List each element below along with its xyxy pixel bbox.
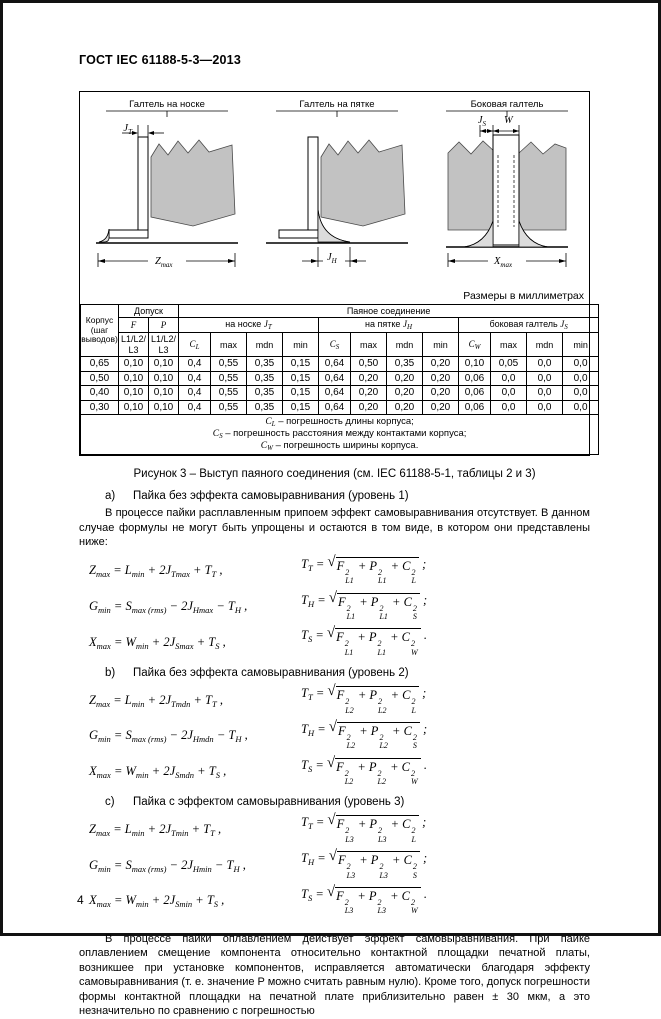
drawing-heel-fillet [252,97,422,289]
table-cell: 0,15 [283,400,319,415]
formula-th-l1: $T_H$ = √ F 2 L1 + P 2 L1 + C 2 S ; [301,589,428,621]
table-cell: 0,65 [81,357,119,372]
dim-xmax-label: $X_{max}$ [494,256,513,269]
formula-row [89,553,590,586]
table-cell: 0,50 [81,371,119,386]
table-cell: 0,20 [351,386,387,401]
table-cell: 0,64 [319,371,351,386]
formula-zmax-l2: $Z_{max} = L_{min} + 2J_{Tmdn} + T_T$ , [89,692,223,709]
section-a-heading [79,490,590,502]
table-cell: 0,4 [179,357,211,372]
formula-gmin-l3: $G_{min} = S_{max (rms)} - 2J_{Hmin} - T_H$ , [89,857,246,874]
table-cell: 0,0 [527,357,563,372]
formula-row [89,718,590,751]
table-cell: 0,20 [351,371,387,386]
table-cell: 0,0 [563,386,599,401]
table-cell: 0,06 [459,386,491,401]
table-cell: 0,64 [319,386,351,401]
table-cell: 0,0 [527,371,563,386]
header-tolerance: Допуск [119,305,179,318]
table-cell: 0,30 [81,400,119,415]
table-cell: 0,55 [211,371,247,386]
table-cell: 0,20 [351,400,387,415]
figure-3-box [79,91,590,456]
table-row [81,386,599,401]
table-cell: 0,0 [491,371,527,386]
section-b-label: b) [105,667,116,680]
dim-js-label: $J_S$ [477,115,486,128]
formula-row [89,589,590,622]
formula-gmin-l2: $G_{min} = S_{max (rms)} - 2J_{Hmdn} - T_H$ , [89,728,248,745]
document-header: ГОСТ IEC 61188-5-3—2013 [79,53,241,67]
table-cell: 0,0 [491,386,527,401]
formula-xmax-l3: $X_{max} = W_{min} + 2J_{Smin} + T_S$ , [89,893,225,910]
header-p-levels: L1/L2/ L3 [149,333,179,357]
dimension-jh [302,247,366,267]
table-cell: 0,10 [149,386,179,401]
formula-xmax-l2: $X_{max} = W_{min} + 2J_{Smdn} + T_S$ , [89,764,227,781]
formula-th-l3: $T_H$ = √ F 2 L3 + P 2 L3 + C 2 S ; [301,848,428,880]
table-cell: 0,20 [423,357,459,372]
drawing-side-fillet [422,97,592,289]
section-a-intro: В процессе пайки расплавленным припоем эффект самовыравнивания отсутствует. В данном случае формулы не могут быть упрощены и остаются в том виде, в котором они представлены ниже: [79,507,590,549]
table-cell: 0,35 [247,357,283,372]
table-cell: 0,4 [179,400,211,415]
dimension-xmax [448,252,566,269]
section-c-heading [79,796,590,808]
component-body [321,140,405,226]
table-cell: 0,35 [387,357,423,372]
table-cell: 0,10 [119,386,149,401]
title-leader-line [106,111,228,117]
section-b-title: Пайка без эффекта самовыравнивания (уровень 2) [133,667,409,680]
table-cell: 0,15 [283,371,319,386]
table-cell: 0,20 [423,400,459,415]
header-side-mdn: mdn [527,333,563,357]
closing-paragraph: В процессе пайки оплавлением действует эффект самовыравнивания. При пайке оплавлением смещение компонента относительно контактной площадки печатной платы, возникшее при установке компонентов, исправляется автоматически благодаря эффекту самовыравнивания (т. е. значение P можно считать равным нулю). Кроме того, допуск погрешности формы контактной площадки на печатной плате приблизительно равен ± 30 мкм, а это незначительно по сравнению с погрешностью [79,932,590,1018]
dim-jt-label: $J_T$ [123,123,132,136]
header-f-levels: L1/L2/ L3 [119,333,149,357]
formula-xmax-l1: $X_{max} = W_{min} + 2J_{Smax} + T_S$ , [89,634,226,651]
table-cell: 0,4 [179,386,211,401]
page-number: 4 [77,893,84,907]
table-cell: 0,35 [247,371,283,386]
figure-drawings [80,92,589,289]
table-cell: 0,4 [179,371,211,386]
section-c-title: Пайка с эффектом самовыравнивания (уровень 3) [133,796,405,809]
header-cl: $C_L$ [179,333,211,357]
table-cell: 0,15 [283,357,319,372]
table-cell: 0,20 [423,371,459,386]
section-b-heading [79,667,590,679]
header-f: F [119,318,149,333]
formula-row [89,812,590,844]
table-row [81,400,599,415]
header-heel-group: на пятке $J_H$ [319,318,459,333]
table-cell: 0,50 [351,357,387,372]
table-cell: 0,64 [319,357,351,372]
table-cell: 0,05 [491,357,527,372]
table-footnote-cl: $C_L$ – погрешность длины корпуса; [265,416,414,429]
formula-ts-l2: $T_S$ = √ F 2 L2 + P 2 L2 + C 2 W . [301,754,427,787]
dim-w-label: W [504,115,513,126]
header-solder-joint: Паяное соединение [179,305,599,318]
section-a-title: Пайка без эффекта самовыравнивания (уровень 1) [133,490,409,503]
table-cell: 0,20 [387,371,423,386]
table-header-row-2 [81,318,599,333]
dim-jh-label: $J_H$ [327,252,337,265]
title-leader-line [276,111,398,117]
table-cell: 0,0 [563,371,599,386]
formula-zmax-l3: $Z_{max} = L_{min} + 2J_{Tmin} + T_T$ , [89,821,222,838]
header-p: P [149,318,179,333]
drawing-title-side: Боковая галтель [470,99,544,110]
table-cell: 0,0 [563,400,599,415]
header-side-max: max [491,333,527,357]
header-side-min: min [563,333,599,357]
table-cell: 0,06 [459,400,491,415]
table-cell: 0,0 [563,357,599,372]
formula-ts-l3: $T_S$ = √ F 2 L3 + P 2 L3 + C 2 W . [301,884,427,916]
header-toe-mdn: mdn [247,333,283,357]
table-cell: 0,35 [247,386,283,401]
solder-joint-table [80,304,599,455]
section-a-label: a) [105,490,116,503]
table-cell: 0,10 [149,400,179,415]
table-cell: 0,10 [459,357,491,372]
dim-zmax-label: $Z_{max}$ [155,256,173,269]
table-cell: 0,40 [81,386,119,401]
header-toe-group: на носке $J_T$ [179,318,319,333]
formula-row [89,884,590,916]
table-cell: 0,10 [149,357,179,372]
drawing-title-toe: Галтель на носке [129,99,205,110]
header-toe-max: max [211,333,247,357]
header-side-group: боковая галтель $J_S$ [459,318,599,333]
header-toe-min: min [283,333,319,357]
header-cw: $C_W$ [459,333,491,357]
table-cell: 0,55 [211,386,247,401]
toe-fillet-shape [99,229,109,242]
formula-tt-l3: $T_T$ = √ F 2 L3 + P 2 L3 + C 2 L ; [301,812,427,844]
figure-caption: Рисунок 3 – Выступ паяного соединения (см. IEC 61188-5-1, таблицы 2 и 3) [133,468,536,481]
table-cell: 0,10 [119,400,149,415]
header-body-pitch: Корпус (шаг выводов) [81,305,119,357]
table-cell: 0,20 [387,400,423,415]
formula-zmax-l1: $Z_{max} = L_{min} + 2J_{Tmax} + T_T$ , [89,563,223,580]
table-cell: 0,64 [319,400,351,415]
component-lead [493,135,519,245]
formula-row [89,625,590,657]
formula-gmin-l1: $G_{min} = S_{max (rms)} - 2J_{Hmax} - T_H$ , [89,598,248,615]
table-footnote-cs: $C_S$ – погрешность расстояния между контактами корпуса; [212,428,467,441]
table-cell: 0,35 [247,400,283,415]
formula-row [89,848,590,880]
section-c-label: c) [105,796,115,809]
component-body [151,140,235,226]
component-lead [109,137,148,238]
table-cell: 0,20 [423,386,459,401]
formula-row [89,683,590,715]
header-heel-mdn: mdn [387,333,423,357]
component-lead [279,137,318,238]
table-cell: 0,0 [527,386,563,401]
formula-tt-l1: $T_T$ = √ F 2 L1 + P 2 L1 + C 2 L ; [301,553,427,586]
table-cell: 0,0 [491,400,527,415]
table-row [81,357,599,372]
table-cell: 0,20 [387,386,423,401]
formula-th-l2: $T_H$ = √ F 2 L2 + P 2 L2 + C 2 S ; [301,718,428,751]
drawing-toe-fillet [82,97,252,289]
table-cell: 0,06 [459,371,491,386]
table-footnote-cw: $C_W$ – погрешность ширины корпуса. [260,440,419,453]
table-cell: 0,15 [283,386,319,401]
header-heel-min: min [423,333,459,357]
units-note: Размеры в миллиметрах [463,290,584,302]
table-header-row-3 [81,333,599,357]
table-cell: 0,55 [211,357,247,372]
table-footnotes-row [81,415,599,455]
header-cs: $C_S$ [319,333,351,357]
table-cell: 0,10 [119,371,149,386]
table-cell: 0,55 [211,400,247,415]
table-cell: 0,0 [527,400,563,415]
header-heel-max: max [351,333,387,357]
table-header-row-1 [81,305,599,318]
formula-row [89,754,590,787]
formula-tt-l2: $T_T$ = √ F 2 L2 + P 2 L2 + C 2 L ; [301,683,427,715]
table-cell: 0,10 [119,357,149,372]
drawing-title-heel: Галтель на пятке [299,99,375,110]
table-row [81,371,599,386]
formula-ts-l1: $T_S$ = √ F 2 L1 + P 2 L1 + C 2 W . [301,625,427,657]
dimension-zmax [98,252,235,269]
table-cell: 0,10 [149,371,179,386]
